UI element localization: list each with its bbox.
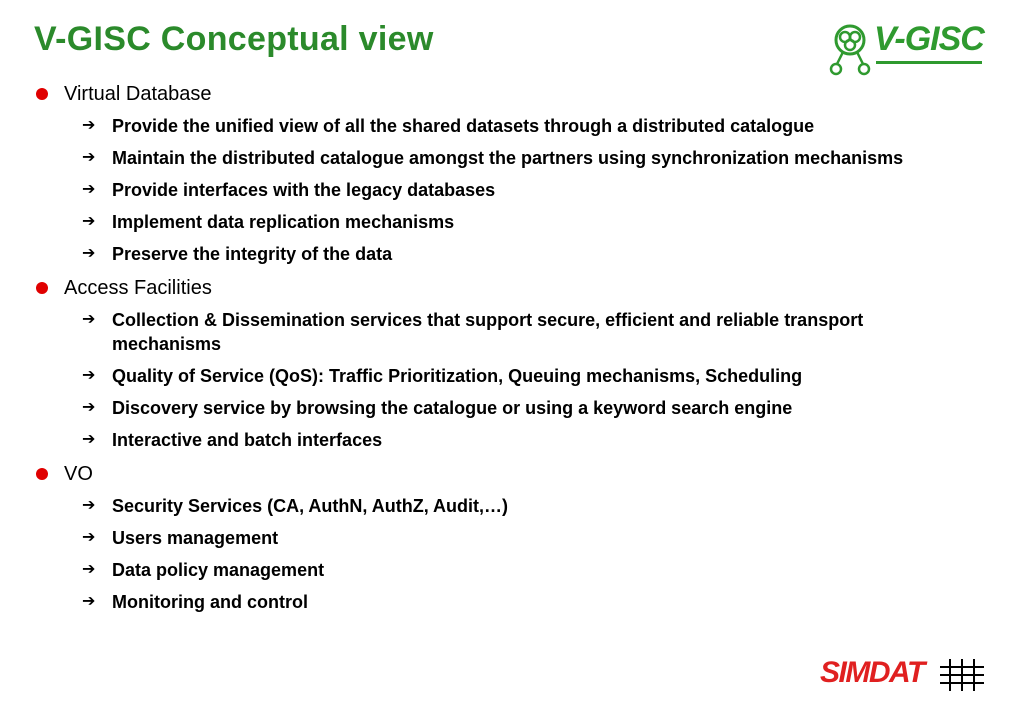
list-item-text: Quality of Service (QoS): Traffic Prioritization, Queuing mechanisms, Scheduling	[112, 366, 803, 386]
vgisc-logo	[826, 18, 986, 80]
list-item-text: Maintain the distributed catalogue amongst the partners using synchronization mechanisms	[112, 148, 904, 168]
bullet-list	[36, 308, 956, 452]
list-item	[82, 396, 956, 420]
section-virtual-database	[36, 80, 956, 266]
list-item	[82, 146, 956, 170]
bullet-dot-icon	[36, 282, 48, 294]
list-item	[82, 526, 956, 550]
list-item	[82, 242, 956, 266]
list-item-text: Preserve the integrity of the data	[112, 244, 393, 264]
list-item-text: Interactive and batch interfaces	[112, 430, 383, 450]
simdat-logo	[820, 656, 990, 696]
arrow-icon: ➔	[82, 431, 96, 448]
list-item-text: Provide the unified view of all the shared datasets through a distributed catalogue	[112, 116, 815, 136]
simdat-logo-text: SIMDAT	[820, 656, 924, 689]
list-item-text: Users management	[112, 528, 279, 548]
list-item	[82, 364, 956, 388]
arrow-icon: ➔	[82, 149, 96, 166]
vgisc-logo-text: V-GISC	[874, 20, 984, 58]
slide-content	[36, 80, 956, 622]
network-node-icon	[826, 18, 876, 80]
arrow-icon: ➔	[82, 399, 96, 416]
bullet-dot-icon	[36, 468, 48, 480]
section-heading: Virtual Database	[64, 82, 212, 105]
section-vo	[36, 460, 956, 614]
list-item	[82, 428, 956, 452]
list-item-text: Discovery service by browsing the catalogue or using a keyword search engine	[112, 398, 793, 418]
arrow-icon: ➔	[82, 213, 96, 230]
list-item-text: Monitoring and control	[112, 592, 308, 612]
list-item	[82, 308, 956, 356]
list-item-text: Implement data replication mechanisms	[112, 212, 455, 232]
list-item	[82, 558, 956, 582]
grid-icon	[938, 658, 986, 692]
bullet-list	[36, 114, 956, 266]
arrow-icon: ➔	[82, 117, 96, 134]
list-item	[82, 494, 956, 518]
list-item	[82, 178, 956, 202]
vgisc-logo-underline	[876, 61, 982, 64]
arrow-icon: ➔	[82, 367, 96, 384]
arrow-icon: ➔	[82, 245, 96, 262]
arrow-icon: ➔	[82, 529, 96, 546]
list-item-text: Security Services (CA, AuthN, AuthZ, Audit,…)	[112, 496, 509, 516]
list-item	[82, 114, 956, 138]
section-access-facilities	[36, 274, 956, 452]
arrow-icon: ➔	[82, 497, 96, 514]
list-item-text: Provide interfaces with the legacy databases	[112, 180, 496, 200]
list-item-text: Data policy management	[112, 560, 325, 580]
section-heading: VO	[64, 462, 93, 485]
arrow-icon: ➔	[82, 561, 96, 578]
slide-title: V-GISC Conceptual view	[34, 20, 434, 58]
arrow-icon: ➔	[82, 311, 96, 328]
section-heading: Access Facilities	[64, 276, 212, 299]
arrow-icon: ➔	[82, 593, 96, 610]
list-item	[82, 210, 956, 234]
bullet-dot-icon	[36, 88, 48, 100]
arrow-icon: ➔	[82, 181, 96, 198]
list-item-text: Collection & Dissemination services that support secure, efficient and reliable transport mechanisms	[112, 310, 864, 354]
list-item	[82, 590, 956, 614]
bullet-list	[36, 494, 956, 614]
